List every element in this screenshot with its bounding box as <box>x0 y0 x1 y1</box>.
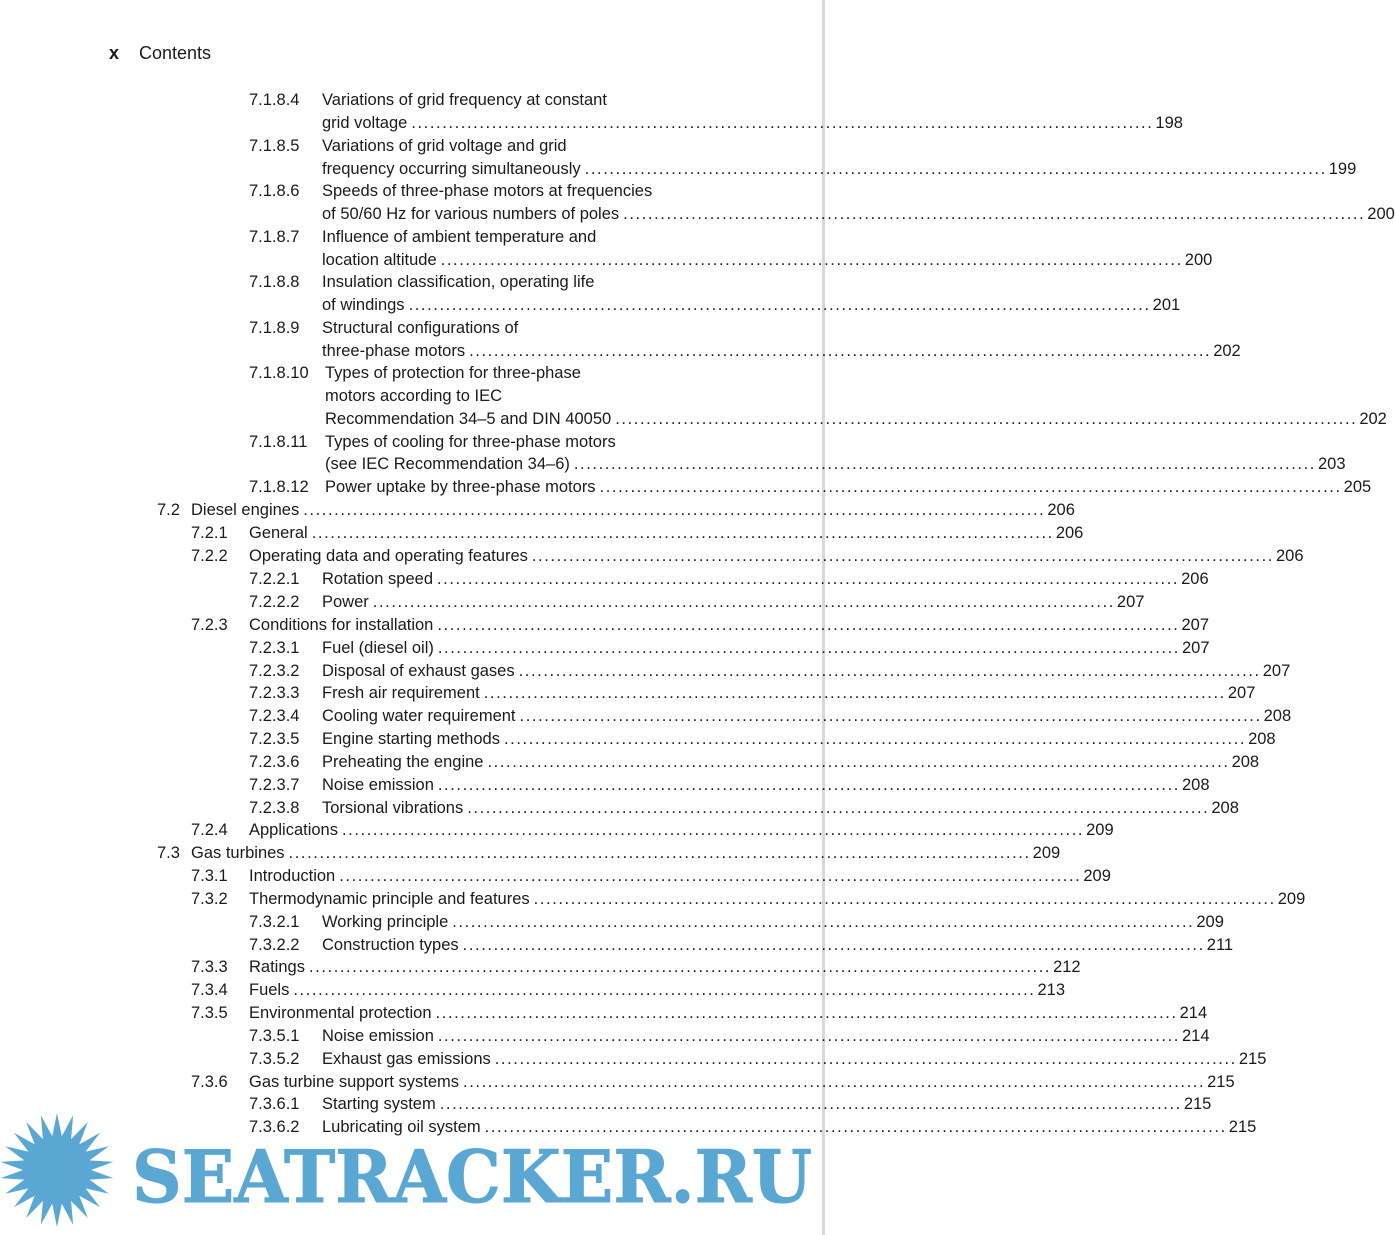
toc-entry-title: location altitude <box>322 251 437 269</box>
toc-entry <box>249 591 1145 614</box>
toc-entry <box>249 911 1224 934</box>
toc-entry-title: Preheating the engine <box>322 753 484 771</box>
toc-entry-title: Introduction <box>249 867 336 885</box>
toc-entry-page: 209 <box>1196 913 1224 931</box>
toc-entry-title: Recommendation 34–5 and DIN 40050 <box>325 410 612 428</box>
toc-entry-title: Ratings <box>249 958 305 976</box>
toc-entry <box>249 797 1239 820</box>
dot-leader: ........................................................................................................................ <box>372 593 1115 611</box>
toc-entry-page: 207 <box>1262 662 1291 680</box>
toc-entry <box>249 431 712 454</box>
toc-entry-title: Fresh air requirement <box>322 684 480 702</box>
toc-entry-page: 206 <box>1047 501 1075 519</box>
toc-entry <box>249 453 1346 476</box>
toc-entry-number: 7.2.2.2 <box>249 593 300 611</box>
toc-entry-title: Speeds of three-phase motors at frequencies <box>322 182 653 200</box>
toc-entry <box>249 112 1183 135</box>
dot-leader: ........................................................................................................................ <box>519 707 1262 725</box>
toc-entry <box>191 1071 1235 1094</box>
toc-entry-page: 201 <box>1152 296 1181 314</box>
toc-entry-page: 200 <box>1367 205 1395 223</box>
toc-entry-title: Starting system <box>322 1095 436 1113</box>
toc-entry-title: Construction types <box>322 936 459 954</box>
toc-entry-page: 203 <box>1317 455 1346 473</box>
toc-entry-title: Diesel engines <box>191 501 300 519</box>
toc-entry-page: 206 <box>1181 570 1209 588</box>
toc-entry <box>249 158 1357 181</box>
dot-leader: ........................................................................................................................ <box>503 730 1247 748</box>
page-title: Contents <box>139 43 212 63</box>
toc-entry <box>249 135 712 158</box>
page-number: x <box>109 43 120 63</box>
toc-entry-title: motors according to IEC <box>325 387 502 405</box>
toc-entry <box>249 1048 1267 1071</box>
toc-entry <box>249 340 1241 363</box>
toc-entry <box>249 682 1256 705</box>
toc-entry-number: 7.1.8.7 <box>249 228 300 246</box>
toc-entry-page: 214 <box>1179 1004 1208 1022</box>
toc-entry-number: 7.2.2 <box>191 547 228 565</box>
dot-leader: ........................................................................................................................ <box>484 1118 1227 1136</box>
dot-leader: ........................................................................................................................ <box>437 1027 1180 1045</box>
dot-leader: ........................................................................................................................ <box>293 981 1036 999</box>
toc-entry-title: Variations of grid frequency at constant <box>322 91 607 109</box>
toc-entry-number: 7.2 <box>157 501 180 519</box>
toc-entry-page: 215 <box>1183 1095 1212 1113</box>
toc-entry-title: Exhaust gas emissions <box>322 1050 491 1068</box>
toc-entry-title: Noise emission <box>322 1027 434 1045</box>
toc-entry-page: 207 <box>1116 593 1145 611</box>
toc-entry-page: 208 <box>1211 799 1239 817</box>
toc-entry-number: 7.1.8.4 <box>249 91 300 109</box>
toc-entry-number: 7.3.5 <box>191 1004 228 1022</box>
toc-entry-page: 206 <box>1275 547 1304 565</box>
toc-entry <box>249 728 1276 751</box>
dot-leader: ........................................................................................................................ <box>623 205 1366 223</box>
toc-entry-page: 215 <box>1238 1050 1267 1068</box>
dot-leader: ........................................................................................................................ <box>437 570 1180 588</box>
toc-entry-title: of 50/60 Hz for various numbers of poles <box>322 205 620 223</box>
toc-entry-title: Gas turbine support systems <box>249 1073 460 1091</box>
toc-entry <box>249 934 1234 957</box>
toc-entry-page: 208 <box>1248 730 1276 748</box>
toc-entry-number: 7.2.2.1 <box>249 570 300 588</box>
toc-entry-page: 206 <box>1055 524 1084 542</box>
toc-entry-title: Power uptake by three-phase motors <box>325 478 596 496</box>
toc-entry-page: 199 <box>1328 160 1357 178</box>
toc-entry-title: grid voltage <box>322 114 408 132</box>
toc-entry-page: 215 <box>1207 1073 1235 1091</box>
toc-entry-page: 208 <box>1231 753 1260 771</box>
dot-leader: ........................................................................................................................ <box>533 890 1276 908</box>
toc-entry-title: Lubricating oil system <box>322 1118 481 1136</box>
toc-entry-page: 207 <box>1227 684 1256 702</box>
toc-entry-number: 7.2.3.5 <box>249 730 300 748</box>
toc-entry-page: 198 <box>1155 114 1183 132</box>
toc-entry-number: 7.2.4 <box>191 821 228 839</box>
toc-entry-page: 209 <box>1277 890 1306 908</box>
toc-entry <box>191 1002 1208 1025</box>
dot-leader: ........................................................................................................................ <box>440 251 1183 269</box>
toc-entry-page: 213 <box>1037 981 1065 999</box>
watermark-text: SEATRACKER.RU <box>132 1134 812 1219</box>
dot-leader: ........................................................................................................................ <box>437 776 1180 794</box>
toc-entry-number: 7.1.8.12 <box>249 478 309 496</box>
dot-leader: ........................................................................................................................ <box>463 1073 1206 1091</box>
dot-leader: ........................................................................................................................ <box>437 616 1180 634</box>
toc-entry-title: Types of protection for three-phase <box>325 364 581 382</box>
toc-entry <box>191 865 1111 888</box>
toc-entry <box>157 842 1061 865</box>
toc-entry-title: Insulation classification, operating life <box>322 273 595 291</box>
toc-entry <box>249 180 712 203</box>
toc-entry-title: Fuel (diesel oil) <box>322 639 434 657</box>
toc-entry-page: 202 <box>1359 410 1387 428</box>
dot-leader: ........................................................................................................................ <box>437 639 1180 657</box>
toc-entry <box>191 979 1065 1002</box>
toc-entry-title: of windings <box>322 296 405 314</box>
toc-entry-title: three-phase motors <box>322 342 466 360</box>
toc-entry <box>191 545 1304 568</box>
dot-leader: ........................................................................................................................ <box>411 114 1154 132</box>
toc-entry <box>249 226 712 249</box>
toc-entry-number: 7.3.4 <box>191 981 228 999</box>
toc-entry-page: 205 <box>1343 478 1372 496</box>
toc-entry-title: (see IEC Recommendation 34–6) <box>325 455 570 473</box>
toc-entry-page: 207 <box>1181 639 1210 657</box>
toc-entry <box>249 203 1395 226</box>
toc-entry <box>249 89 712 112</box>
toc-entry <box>249 476 1372 499</box>
toc-entry-number: 7.2.3.7 <box>249 776 300 794</box>
toc-entry-number: 7.2.3.6 <box>249 753 300 771</box>
toc-entry-number: 7.3.1 <box>191 867 228 885</box>
dot-leader: ........................................................................................................................ <box>435 1004 1178 1022</box>
toc-entry-number: 7.3.6.1 <box>249 1095 300 1113</box>
toc-entry-number: 7.1.8.6 <box>249 182 300 200</box>
toc-entry-title: Cooling water requirement <box>322 707 516 725</box>
toc-entry <box>249 568 1209 591</box>
toc-entry-title: Thermodynamic principle and features <box>249 890 530 908</box>
toc-entry-number: 7.2.3.1 <box>249 639 300 657</box>
dot-leader: ........................................................................................................................ <box>303 501 1046 519</box>
toc-entry-number: 7.3.3 <box>191 958 228 976</box>
dot-leader: ........................................................................................................................ <box>288 844 1031 862</box>
toc-entry-number: 7.3.5.1 <box>249 1027 300 1045</box>
toc-entry <box>249 637 1210 660</box>
toc-entry-number: 7.3 <box>157 844 180 862</box>
toc-entry <box>249 385 712 408</box>
toc-entry-number: 7.2.3.3 <box>249 684 300 702</box>
dot-leader: ........................................................................................................................ <box>518 662 1261 680</box>
toc-entry <box>249 271 712 294</box>
toc-entry <box>249 408 1387 431</box>
toc-entry <box>249 249 1213 272</box>
dot-leader: ........................................................................................................................ <box>487 753 1230 771</box>
toc-entry-page: 212 <box>1053 958 1081 976</box>
dot-leader: ........................................................................................................................ <box>339 867 1082 885</box>
toc-entry <box>249 660 1291 683</box>
toc-entry <box>191 522 1084 545</box>
toc-entry <box>249 362 712 385</box>
toc-entry <box>249 294 1181 317</box>
toc-entry-number: 7.3.6 <box>191 1073 228 1091</box>
toc-entry-page: 208 <box>1181 776 1210 794</box>
toc-entry <box>249 774 1210 797</box>
toc-entry-page: 209 <box>1086 821 1114 839</box>
toc-entry-number: 7.3.2 <box>191 890 228 908</box>
toc-entry-title: Applications <box>249 821 338 839</box>
toc-entry-number: 7.3.2.2 <box>249 936 300 954</box>
toc-entry-title: Disposal of exhaust gases <box>322 662 515 680</box>
toc-entry-page: 215 <box>1228 1118 1257 1136</box>
dot-leader: ........................................................................................................................ <box>467 799 1210 817</box>
toc-entry-title: Environmental protection <box>249 1004 432 1022</box>
toc-entry-title: Gas turbines <box>191 844 285 862</box>
toc-entry-number: 7.2.1 <box>191 524 228 542</box>
toc-entry-title: Fuels <box>249 981 290 999</box>
dot-leader: ........................................................................................................................ <box>462 936 1205 954</box>
toc-entry-title: Influence of ambient temperature and <box>322 228 597 246</box>
toc-entry-title: General <box>249 524 308 542</box>
dot-leader: ........................................................................................................................ <box>341 821 1085 839</box>
dot-leader: ........................................................................................................................ <box>599 478 1342 496</box>
toc-entry <box>191 614 1209 637</box>
toc-entry-page: 200 <box>1184 251 1213 269</box>
toc-entry-number: 7.3.5.2 <box>249 1050 300 1068</box>
watermark-logo <box>0 1108 825 1235</box>
toc-entry <box>249 1025 1210 1048</box>
toc-entry-title: Working principle <box>322 913 449 931</box>
toc-entry-number: 7.1.8.11 <box>249 433 308 451</box>
dot-leader: ........................................................................................................................ <box>308 958 1052 976</box>
toc-entry-title: frequency occurring simultaneously <box>322 160 581 178</box>
toc-entry-number: 7.1.8.5 <box>249 137 300 155</box>
toc-entry-number: 7.1.8.10 <box>249 364 309 382</box>
toc-entry <box>191 819 1114 842</box>
toc-entry-page: 202 <box>1213 342 1241 360</box>
sun-icon <box>1 1113 114 1227</box>
toc-entry-title: Noise emission <box>322 776 434 794</box>
toc-entry-page: 209 <box>1083 867 1111 885</box>
toc-entry-title: Variations of grid voltage and grid <box>322 137 567 155</box>
toc-entry-title: Torsional vibrations <box>322 799 464 817</box>
toc-entry-number: 7.2.3.2 <box>249 662 300 680</box>
toc-entry-number: 7.3.6.2 <box>249 1118 300 1136</box>
toc-entry <box>249 317 712 340</box>
page-header <box>109 42 211 64</box>
toc-entry-title: Power <box>322 593 369 611</box>
toc-entry-title: Engine starting methods <box>322 730 500 748</box>
toc-entry <box>191 888 1306 911</box>
toc-entry-title: Operating data and operating features <box>249 547 528 565</box>
dot-leader: ........................................................................................................................ <box>531 547 1274 565</box>
toc-entry-number: 7.2.3 <box>191 616 228 634</box>
toc-entry-number: 7.2.3.4 <box>249 707 300 725</box>
toc-entry-title: Conditions for installation <box>249 616 434 634</box>
dot-leader: ........................................................................................................................ <box>408 296 1151 314</box>
dot-leader: ........................................................................................................................ <box>494 1050 1237 1068</box>
toc-entry <box>191 956 1081 979</box>
dot-leader: ........................................................................................................................ <box>452 913 1195 931</box>
dot-leader: ........................................................................................................................ <box>573 455 1316 473</box>
toc-entry-number: 7.3.2.1 <box>249 913 300 931</box>
toc-entry-page: 211 <box>1206 936 1234 954</box>
dot-leader: ........................................................................................................................ <box>311 524 1054 542</box>
toc-entry <box>249 751 1260 774</box>
toc-entry-title: Structural configurations of <box>322 319 519 337</box>
toc-entry <box>157 499 1075 522</box>
dot-leader: ........................................................................................................................ <box>439 1095 1182 1113</box>
toc-entry-number: 7.1.8.8 <box>249 273 300 291</box>
toc-entry-title: Types of cooling for three-phase motors <box>325 433 616 451</box>
toc-entry-page: 207 <box>1181 616 1209 634</box>
dot-leader: ........................................................................................................................ <box>483 684 1226 702</box>
dot-leader: ........................................................................................................................ <box>584 160 1327 178</box>
toc-entry-title: Rotation speed <box>322 570 433 588</box>
toc-entry-page: 208 <box>1263 707 1292 725</box>
toc-entry-page: 209 <box>1032 844 1061 862</box>
dot-leader: ........................................................................................................................ <box>469 342 1212 360</box>
dot-leader: ........................................................................................................................ <box>615 410 1358 428</box>
toc-entry-page: 214 <box>1181 1027 1210 1045</box>
toc-entry-number: 7.1.8.9 <box>249 319 300 337</box>
toc-entry-number: 7.2.3.8 <box>249 799 300 817</box>
toc-entry <box>249 705 1292 728</box>
